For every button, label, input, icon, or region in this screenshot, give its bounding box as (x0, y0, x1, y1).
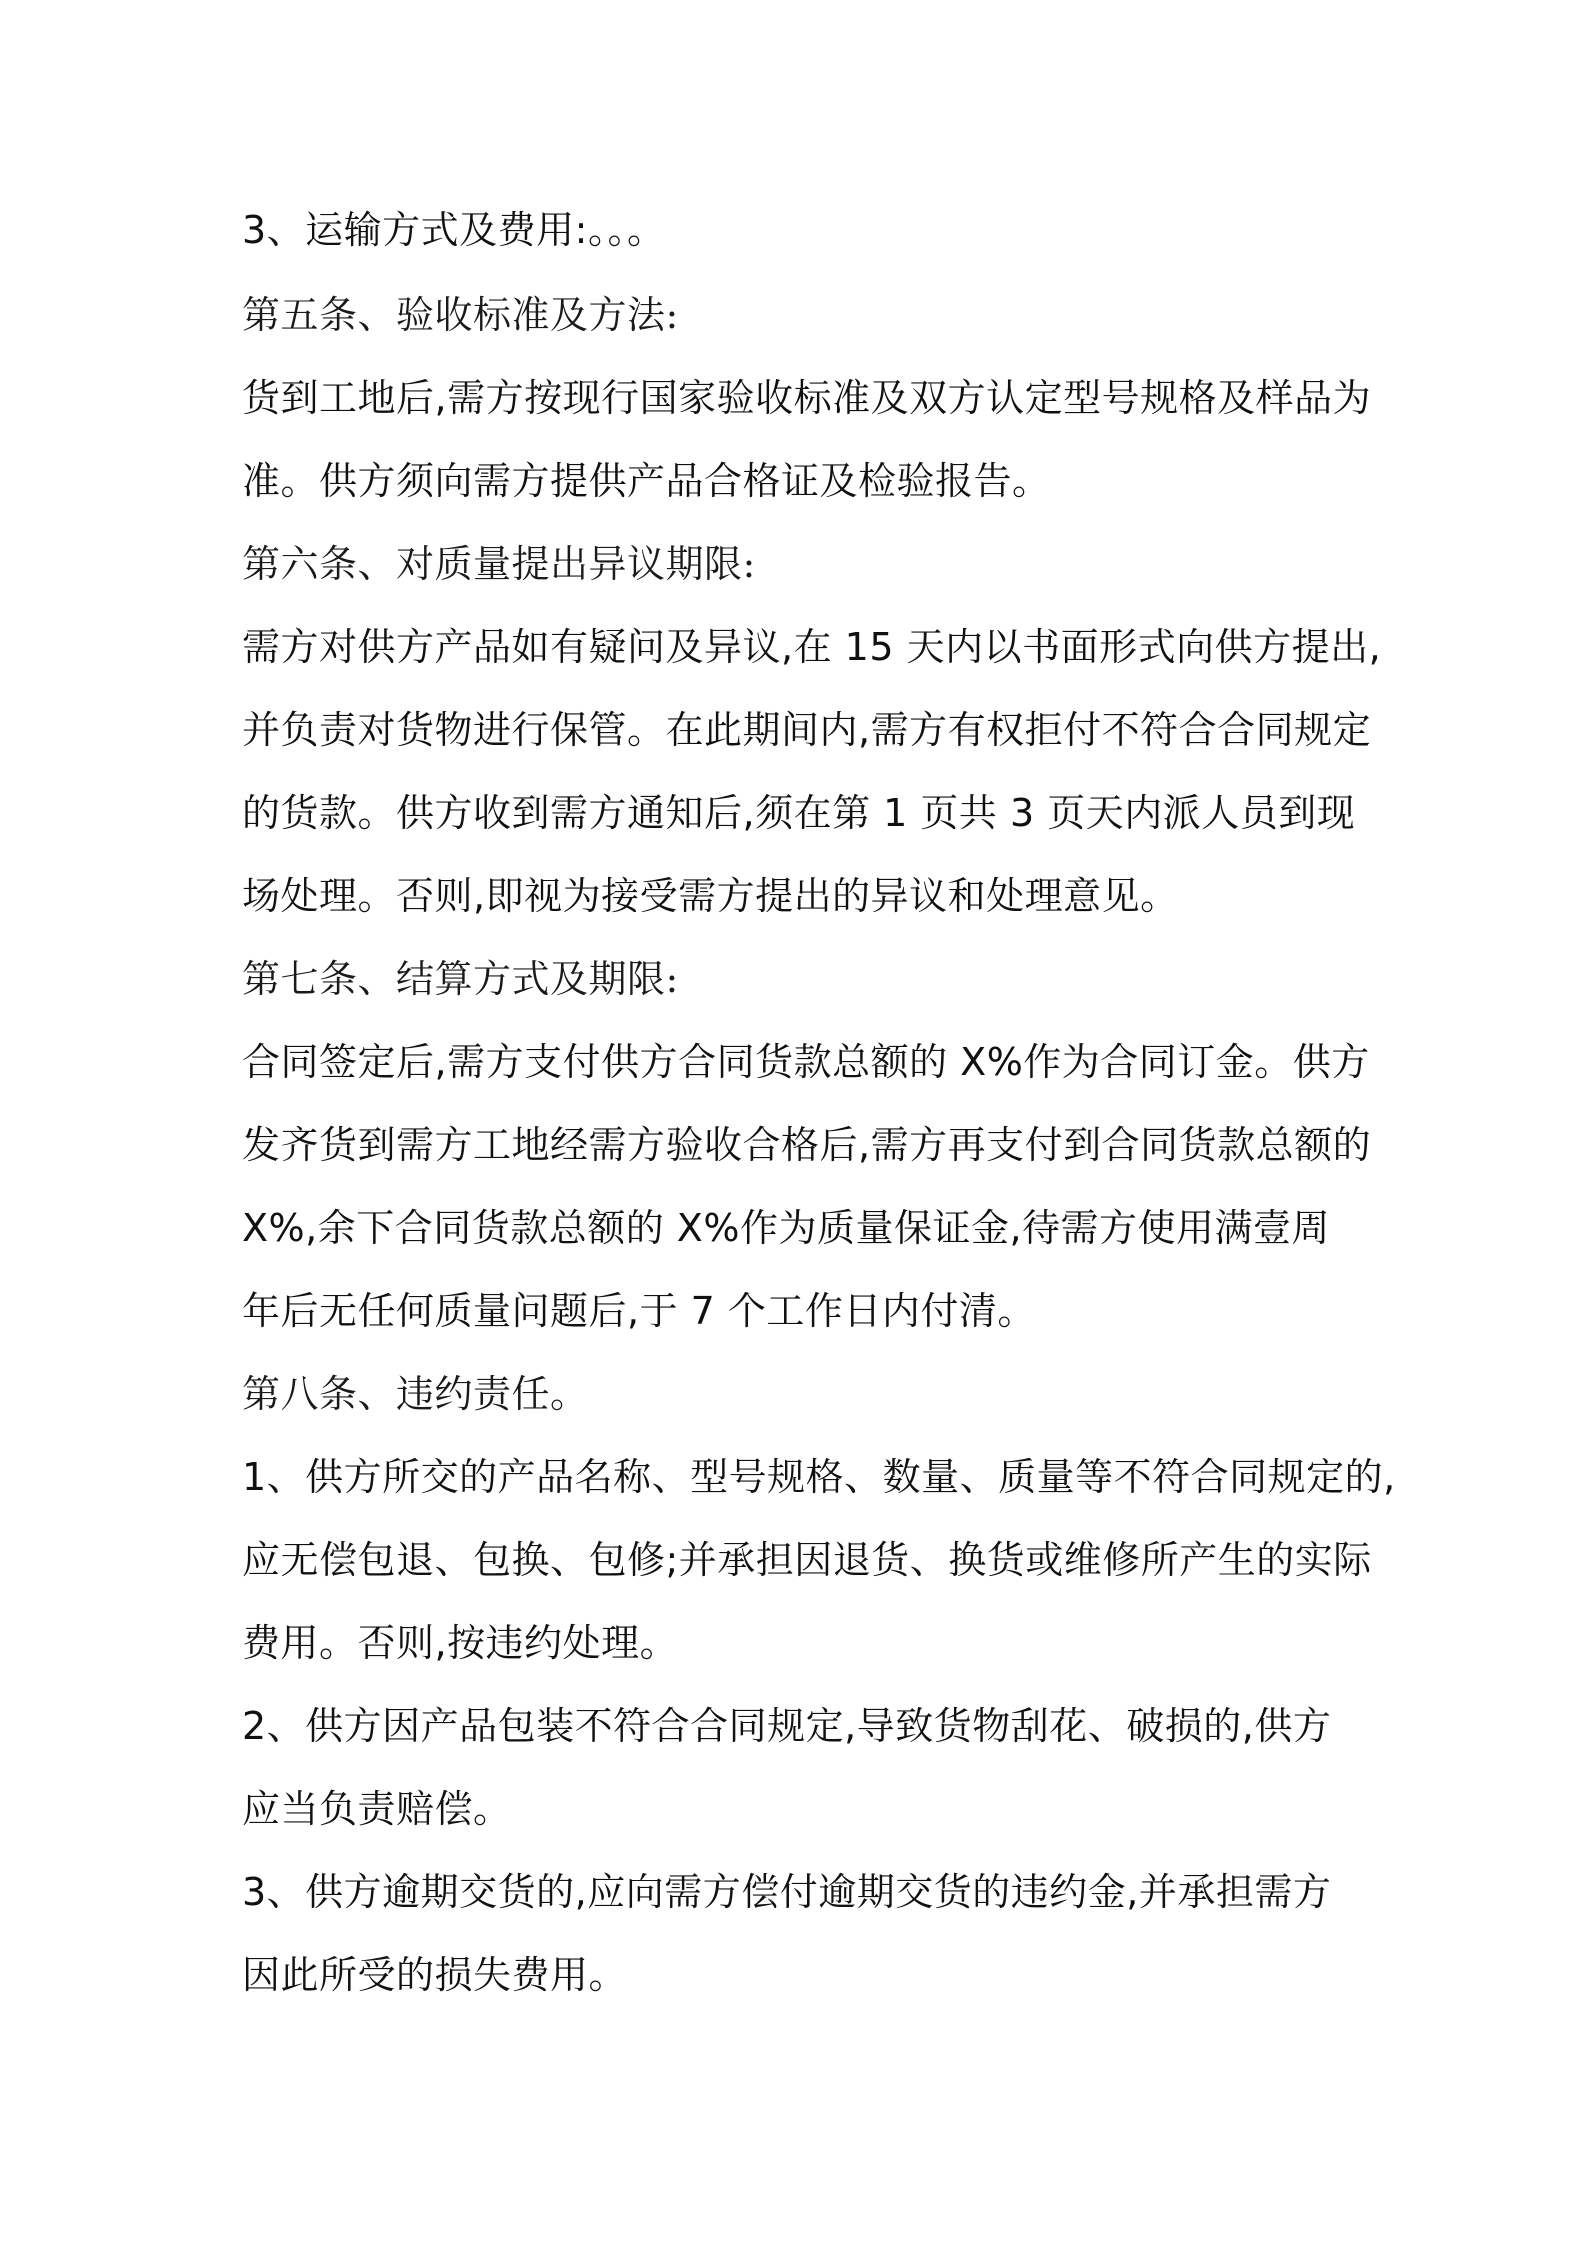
paragraph-line: 因此所受的损失费用。 (242, 1953, 628, 1997)
paragraph-line: 并负责对货物进行保管。在此期间内,需方有权拒付不符合合同规定 (242, 708, 1372, 752)
paragraph-line: 货到工地后,需方按现行国家验收标准及双方认定型号规格及样品为 (242, 376, 1372, 420)
paragraph-line: 费用。否则,按违约处理。 (242, 1621, 679, 1665)
paragraph-line: 合同签定后,需方支付供方合同货款总额的 X%作为合同订金。供方 (242, 1040, 1370, 1084)
paragraph-line: 需方对供方产品如有疑问及异议,在 15 天内以书面形式向供方提出, (242, 625, 1382, 669)
paragraph-line: 3、运输方式及费用:。。。 (242, 208, 666, 252)
paragraph-line: 1、供方所交的产品名称、型号规格、数量、质量等不符合同规定的, (242, 1455, 1396, 1499)
section-heading-5: 第五条、验收标准及方法: (242, 293, 679, 337)
section-heading-6: 第六条、对质量提出异议期限: (242, 542, 756, 586)
section-heading-8: 第八条、违约责任。 (242, 1372, 589, 1416)
paragraph-line: 的货款。供方收到需方通知后,须在第 1 页共 3 页天内派人员到现 (242, 791, 1356, 835)
section-heading-7: 第七条、结算方式及期限: (242, 957, 679, 1001)
paragraph-line: 2、供方因产品包装不符合合同规定,导致货物刮花、破损的,供方 (242, 1704, 1332, 1748)
paragraph-line: 准。供方须向需方提供产品合格证及检验报告。 (242, 459, 1051, 503)
paragraph-line: 年后无任何质量问题后,于 7 个工作日内付清。 (242, 1289, 1036, 1333)
paragraph-line: 场处理。否则,即视为接受需方提出的异议和处理意见。 (242, 874, 1179, 918)
paragraph-line: 3、供方逾期交货的,应向需方偿付逾期交货的违约金,并承担需方 (242, 1870, 1332, 1914)
paragraph-line: X%,余下合同货款总额的 X%作为质量保证金,待需方使用满壹周 (242, 1206, 1331, 1250)
paragraph-line: 应当负责赔偿。 (242, 1787, 512, 1831)
paragraph-line: 发齐货到需方工地经需方验收合格后,需方再支付到合同货款总额的 (242, 1123, 1372, 1167)
paragraph-line: 应无偿包退、包换、包修;并承担因退货、换货或维修所产生的实际 (242, 1538, 1372, 1582)
